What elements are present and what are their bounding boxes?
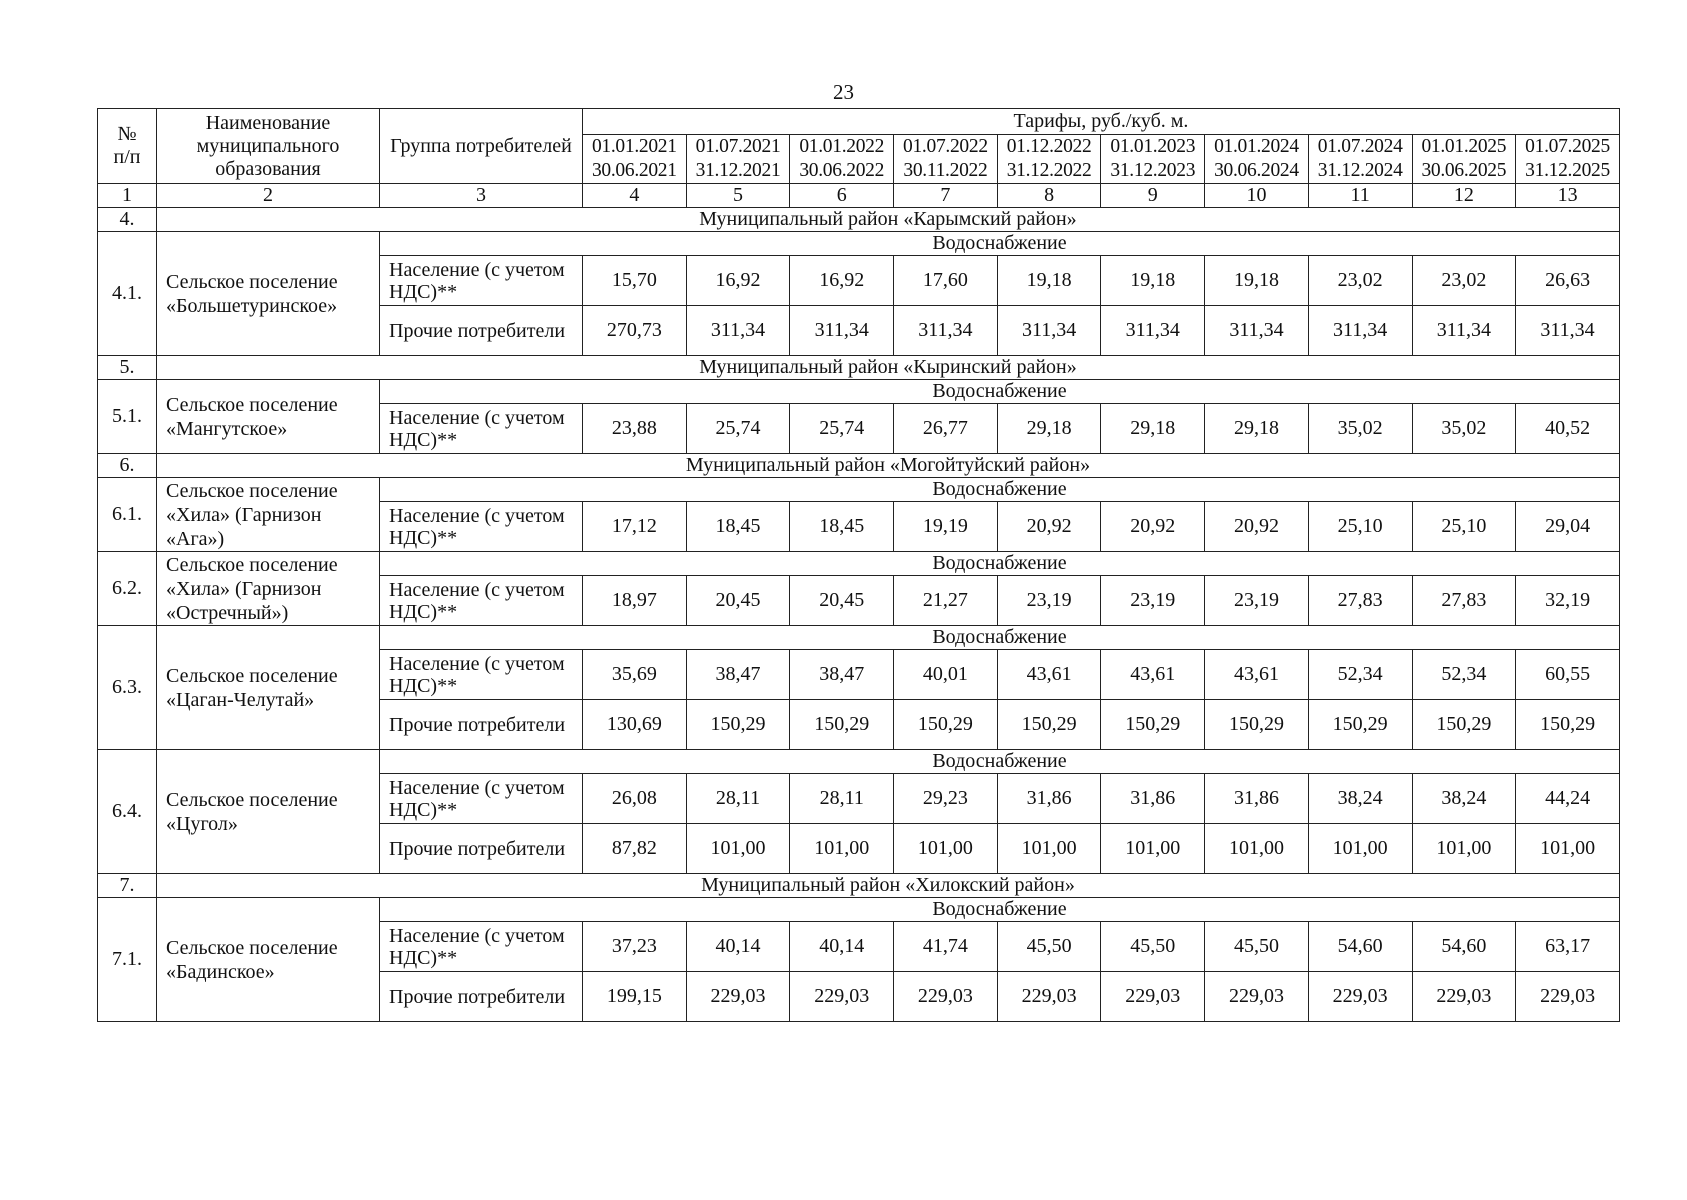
tariff-value: 40,14 (686, 922, 790, 972)
tariff-value: 150,29 (894, 700, 998, 750)
tariff-value: 26,77 (894, 404, 998, 454)
district-num: 6. (98, 454, 157, 478)
settlement-num: 7.1. (98, 898, 157, 1022)
consumer-group: Прочие потребители (380, 306, 583, 356)
column-index: 4 (583, 184, 687, 208)
tariff-value: 17,12 (583, 502, 687, 552)
tariff-value: 311,34 (1516, 306, 1620, 356)
tariff-value: 21,27 (894, 576, 998, 626)
tariff-value: 101,00 (790, 824, 894, 874)
tariff-value: 29,23 (894, 774, 998, 824)
tariff-value: 23,19 (997, 576, 1101, 626)
consumer-group: Прочие потребители (380, 972, 583, 1022)
tariff-value: 23,19 (1205, 576, 1309, 626)
column-index: 5 (686, 184, 790, 208)
district-name: Муниципальный район «Могойтуйский район» (157, 454, 1620, 478)
tariff-value: 229,03 (1516, 972, 1620, 1022)
district-num: 5. (98, 356, 157, 380)
tariff-value: 101,00 (894, 824, 998, 874)
settlement-num: 6.4. (98, 750, 157, 874)
period-from: 01.01.2025 (1421, 136, 1507, 157)
tariff-value: 20,45 (790, 576, 894, 626)
settlement-row (98, 626, 1620, 650)
tariff-value: 31,86 (997, 774, 1101, 824)
settlement-num: 4.1. (98, 232, 157, 356)
settlement-row (98, 478, 1620, 502)
settlement-num: 6.1. (98, 478, 157, 552)
tariff-value: 38,24 (1412, 774, 1516, 824)
tariff-value: 20,92 (997, 502, 1101, 552)
tariff-value: 28,11 (790, 774, 894, 824)
header-period (1308, 135, 1412, 184)
column-index: 3 (380, 184, 583, 208)
period-from: 01.01.2024 (1214, 136, 1299, 157)
tariff-value: 29,18 (997, 404, 1101, 454)
tariff-value: 229,03 (1308, 972, 1412, 1022)
tariff-value: 35,02 (1308, 404, 1412, 454)
tariff-value: 23,02 (1412, 256, 1516, 306)
consumer-group: Население (с учетом НДС)** (380, 502, 583, 552)
district-name: Муниципальный район «Кыринский район» (157, 356, 1620, 380)
tariff-value: 35,02 (1412, 404, 1516, 454)
period-from: 01.07.2021 (695, 136, 781, 157)
tariff-value: 29,04 (1516, 502, 1620, 552)
district-name: Муниципальный район «Хилокский район» (157, 874, 1620, 898)
period-to: 30.06.2021 (591, 160, 677, 181)
consumer-group: Население (с учетом НДС)** (380, 774, 583, 824)
tariff-value: 270,73 (583, 306, 687, 356)
tariff-value: 101,00 (1516, 824, 1620, 874)
tariff-value: 199,15 (583, 972, 687, 1022)
column-index: 2 (157, 184, 380, 208)
tariff-value: 54,60 (1412, 922, 1516, 972)
tariff-value: 229,03 (790, 972, 894, 1022)
district-row (98, 454, 1620, 478)
tariff-value: 23,88 (583, 404, 687, 454)
tariff-value: 311,34 (790, 306, 894, 356)
tariff-value: 229,03 (997, 972, 1101, 1022)
tariff-value: 25,10 (1412, 502, 1516, 552)
consumer-group: Прочие потребители (380, 700, 583, 750)
tariff-value: 101,00 (997, 824, 1101, 874)
tariff-value: 19,18 (1205, 256, 1309, 306)
settlement-name: Сельское поселение «Цаган-Челутай» (157, 626, 380, 750)
tariff-value: 35,69 (583, 650, 687, 700)
tariff-value: 52,34 (1412, 650, 1516, 700)
tariff-value: 45,50 (1205, 922, 1309, 972)
settlement-row (98, 750, 1620, 774)
tariff-value: 32,19 (1516, 576, 1620, 626)
district-row (98, 874, 1620, 898)
tariff-value: 23,19 (1101, 576, 1205, 626)
settlement-row (98, 552, 1620, 576)
tariff-value: 150,29 (1308, 700, 1412, 750)
period-to: 31.12.2025 (1525, 160, 1610, 181)
tariff-value: 15,70 (583, 256, 687, 306)
tariff-value: 130,69 (583, 700, 687, 750)
tariff-value: 16,92 (686, 256, 790, 306)
tariff-value: 20,92 (1101, 502, 1205, 552)
tariff-value: 229,03 (1412, 972, 1516, 1022)
header-period (790, 135, 894, 184)
consumer-group: Население (с учетом НДС)** (380, 576, 583, 626)
period-to: 30.06.2025 (1421, 160, 1507, 181)
header-num: № п/п (98, 109, 157, 184)
tariff-value: 54,60 (1308, 922, 1412, 972)
column-index: 6 (790, 184, 894, 208)
column-index: 7 (894, 184, 998, 208)
tariff-value: 23,02 (1308, 256, 1412, 306)
period-from: 01.12.2022 (1006, 136, 1092, 157)
period-from: 01.01.2021 (591, 136, 677, 157)
tariff-value: 43,61 (997, 650, 1101, 700)
tariff-value: 311,34 (1308, 306, 1412, 356)
period-to: 30.06.2022 (799, 160, 885, 181)
tariff-value: 31,86 (1205, 774, 1309, 824)
tariff-value: 31,86 (1101, 774, 1205, 824)
tariff-value: 38,47 (790, 650, 894, 700)
tariff-value: 229,03 (686, 972, 790, 1022)
tariff-value: 150,29 (997, 700, 1101, 750)
period-to: 31.12.2022 (1006, 160, 1092, 181)
settlement-name: Сельское поселение «Большетуринское» (157, 232, 380, 356)
tariff-value: 229,03 (1101, 972, 1205, 1022)
district-num: 4. (98, 208, 157, 232)
tariff-value: 18,45 (790, 502, 894, 552)
tariff-value: 150,29 (790, 700, 894, 750)
header-tariffs: Тарифы, руб./куб. м. (583, 109, 1620, 135)
settlement-name: Сельское поселение «Хила» (Гарнизон «Остречный») (157, 552, 380, 626)
tariff-value: 40,14 (790, 922, 894, 972)
tariff-value: 41,74 (894, 922, 998, 972)
tariff-value: 27,83 (1308, 576, 1412, 626)
tariff-value: 29,18 (1205, 404, 1309, 454)
service-label: Водоснабжение (380, 232, 1620, 256)
tariff-value: 311,34 (686, 306, 790, 356)
column-index: 1 (98, 184, 157, 208)
tariff-value: 150,29 (1516, 700, 1620, 750)
consumer-group: Прочие потребители (380, 824, 583, 874)
header-period (894, 135, 998, 184)
service-label: Водоснабжение (380, 898, 1620, 922)
settlement-name: Сельское поселение «Мангутское» (157, 380, 380, 454)
service-label: Водоснабжение (380, 552, 1620, 576)
header-group: Группа потребителей (380, 109, 583, 184)
header-period (1101, 135, 1205, 184)
settlement-name: Сельское поселение «Хила» (Гарнизон «Ага») (157, 478, 380, 552)
header-period (997, 135, 1101, 184)
settlement-row (98, 380, 1620, 404)
tariff-value: 45,50 (997, 922, 1101, 972)
tariff-value: 20,45 (686, 576, 790, 626)
tariff-value: 60,55 (1516, 650, 1620, 700)
district-name: Муниципальный район «Карымский район» (157, 208, 1620, 232)
tariff-value: 29,18 (1101, 404, 1205, 454)
tariff-value: 26,08 (583, 774, 687, 824)
settlement-row (98, 232, 1620, 256)
district-num: 7. (98, 874, 157, 898)
column-index: 10 (1205, 184, 1309, 208)
header-period (1412, 135, 1516, 184)
header-period (686, 135, 790, 184)
tariff-value: 150,29 (1205, 700, 1309, 750)
period-to: 31.12.2024 (1317, 160, 1403, 181)
settlement-num: 5.1. (98, 380, 157, 454)
tariff-value: 101,00 (1205, 824, 1309, 874)
period-from: 01.07.2025 (1525, 136, 1610, 157)
consumer-group: Население (с учетом НДС)** (380, 922, 583, 972)
tariff-value: 311,34 (1205, 306, 1309, 356)
tariff-value: 19,19 (894, 502, 998, 552)
consumer-group: Население (с учетом НДС)** (380, 256, 583, 306)
tariff-value: 19,18 (1101, 256, 1205, 306)
tariff-value: 101,00 (1308, 824, 1412, 874)
tariff-value: 101,00 (686, 824, 790, 874)
settlement-row (98, 898, 1620, 922)
tariff-value: 40,01 (894, 650, 998, 700)
header-name: Наименование муниципального образования (157, 109, 380, 184)
tariff-value: 27,83 (1412, 576, 1516, 626)
tariff-value: 17,60 (894, 256, 998, 306)
tariff-value: 25,10 (1308, 502, 1412, 552)
tariff-value: 37,23 (583, 922, 687, 972)
period-to: 30.11.2022 (903, 160, 988, 181)
period-to: 31.12.2021 (695, 160, 781, 181)
tariff-value: 28,11 (686, 774, 790, 824)
settlement-name: Сельское поселение «Бадинское» (157, 898, 380, 1022)
tariff-value: 229,03 (894, 972, 998, 1022)
tariff-value: 18,45 (686, 502, 790, 552)
column-index: 9 (1101, 184, 1205, 208)
column-index: 11 (1308, 184, 1412, 208)
settlement-name: Сельское поселение «Цугол» (157, 750, 380, 874)
service-label: Водоснабжение (380, 380, 1620, 404)
tariff-value: 44,24 (1516, 774, 1620, 824)
tariff-value: 101,00 (1101, 824, 1205, 874)
header-period (583, 135, 687, 184)
tariff-value: 19,18 (997, 256, 1101, 306)
header-period (1205, 135, 1309, 184)
period-from: 01.07.2024 (1317, 136, 1403, 157)
tariff-value: 150,29 (1101, 700, 1205, 750)
tariff-value: 229,03 (1205, 972, 1309, 1022)
column-index: 13 (1516, 184, 1620, 208)
tariff-value: 43,61 (1205, 650, 1309, 700)
period-from: 01.01.2023 (1110, 136, 1196, 157)
tariff-value: 52,34 (1308, 650, 1412, 700)
tariff-value: 43,61 (1101, 650, 1205, 700)
period-from: 01.01.2022 (799, 136, 885, 157)
column-index: 12 (1412, 184, 1516, 208)
settlement-num: 6.3. (98, 626, 157, 750)
service-label: Водоснабжение (380, 478, 1620, 502)
consumer-group: Население (с учетом НДС)** (380, 650, 583, 700)
tariff-value: 311,34 (997, 306, 1101, 356)
tariff-value: 45,50 (1101, 922, 1205, 972)
tariff-value: 311,34 (1412, 306, 1516, 356)
tariff-value: 26,63 (1516, 256, 1620, 306)
tariff-value: 38,24 (1308, 774, 1412, 824)
tariff-value: 150,29 (1412, 700, 1516, 750)
column-index: 8 (997, 184, 1101, 208)
tariff-value: 150,29 (686, 700, 790, 750)
consumer-group: Население (с учетом НДС)** (380, 404, 583, 454)
tariff-value: 25,74 (790, 404, 894, 454)
header-period (1516, 135, 1620, 184)
tariff-value: 311,34 (1101, 306, 1205, 356)
tariff-value: 38,47 (686, 650, 790, 700)
settlement-num: 6.2. (98, 552, 157, 626)
period-to: 30.06.2024 (1214, 160, 1299, 181)
tariff-value: 20,92 (1205, 502, 1309, 552)
page-number: 23 (833, 80, 854, 104)
tariff-value: 25,74 (686, 404, 790, 454)
period-to: 31.12.2023 (1110, 160, 1196, 181)
district-row (98, 356, 1620, 380)
tariff-value: 16,92 (790, 256, 894, 306)
tariff-value: 311,34 (894, 306, 998, 356)
tariff-value: 63,17 (1516, 922, 1620, 972)
district-row (98, 208, 1620, 232)
service-label: Водоснабжение (380, 750, 1620, 774)
tariff-value: 101,00 (1412, 824, 1516, 874)
tariff-value: 18,97 (583, 576, 687, 626)
period-from: 01.07.2022 (903, 136, 988, 157)
service-label: Водоснабжение (380, 626, 1620, 650)
tariffs-table (97, 108, 1620, 1022)
tariff-value: 87,82 (583, 824, 687, 874)
tariff-value: 40,52 (1516, 404, 1620, 454)
